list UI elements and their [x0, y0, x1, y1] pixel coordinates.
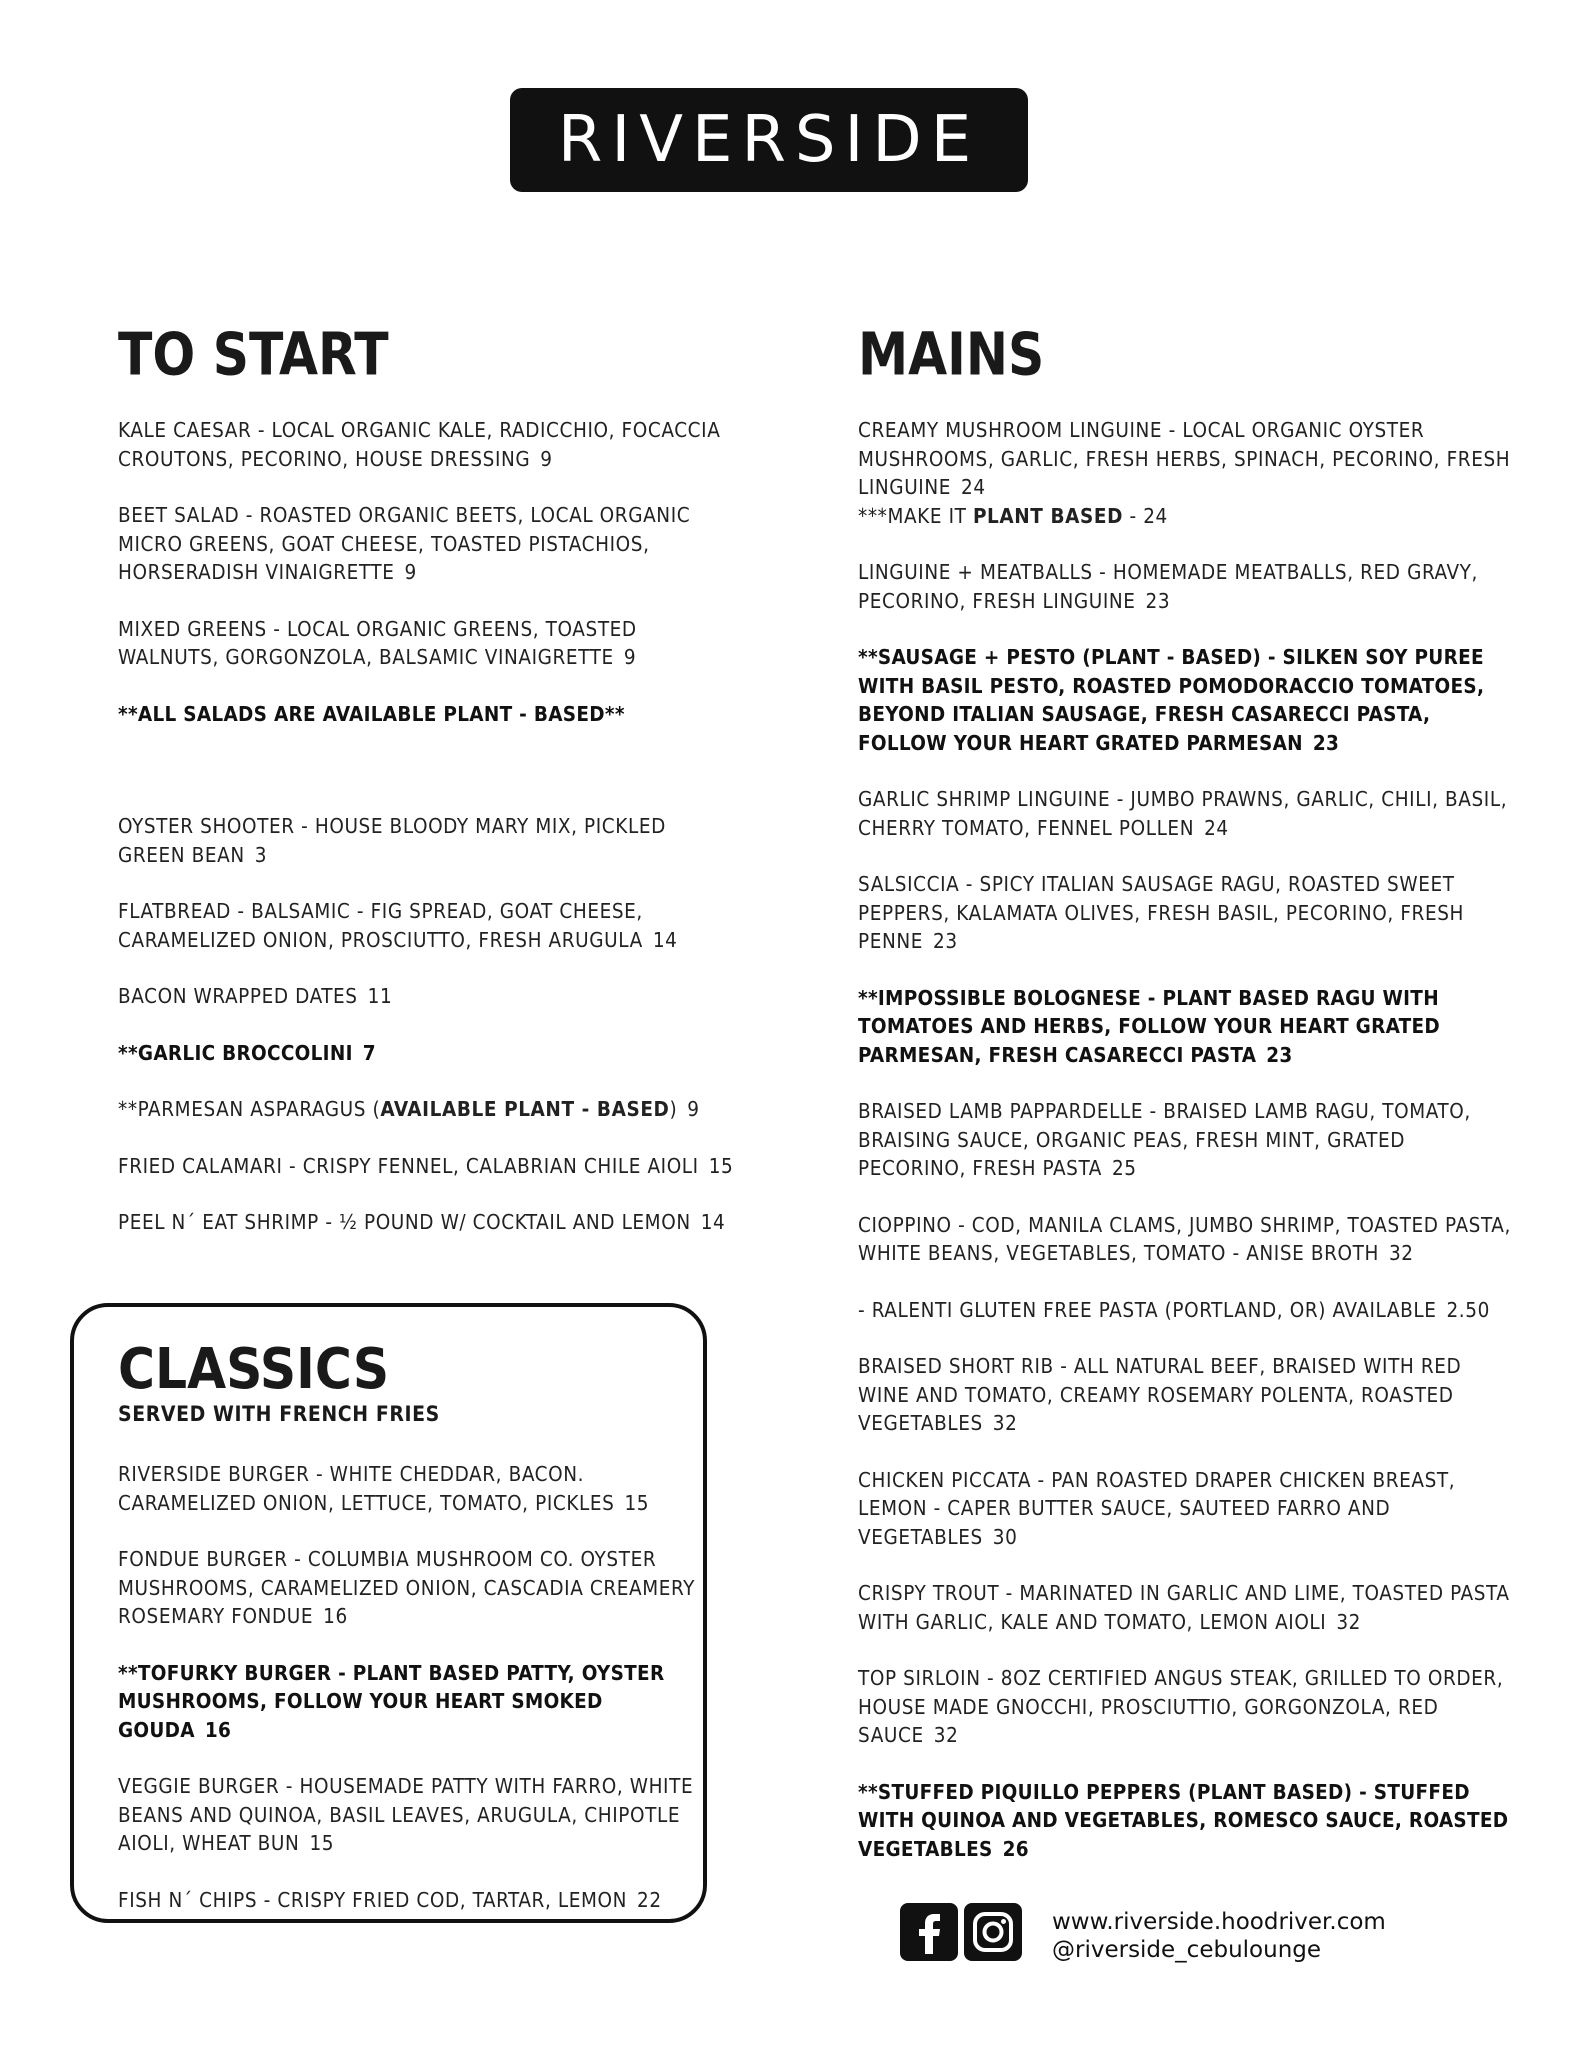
menu-item: CRISPY TROUT - MARINATED IN GARLIC AND LIME, TOASTED PASTA WITH GARLIC, KALE AND TOMATO, LEMON AIOLI 32: [858, 1581, 1510, 1634]
menu-item: **STUFFED PIQUILLO PEPPERS (PLANT BASED) - STUFFED WITH QUINOA AND VEGETABLES, ROMESCO SAUCE, ROASTED VEGETABLES 26: [858, 1779, 1509, 1861]
menu-item: VEGGIE BURGER - HOUSEMADE PATTY WITH FARRO, WHITE BEANS AND QUINOA, BASIL LEAVES, ARUGULA, CHIPOTLE AIOLI, WHEAT BUN 15: [118, 1774, 694, 1855]
menu-item: **GARLIC BROCCOLINI 7: [118, 1040, 376, 1065]
menu-item: TOP SIRLOIN - 8OZ CERTIFIED ANGUS STEAK, GRILLED TO ORDER, HOUSE MADE GNOCCHI, PROSCIUTTIO, GORGONZOLA, RED SAUCE 32: [858, 1666, 1504, 1747]
menu-item: BACON WRAPPED DATES 11: [118, 984, 393, 1008]
facebook-icon[interactable]: [900, 1903, 958, 1961]
menu-item: BRAISED SHORT RIB - ALL NATURAL BEEF, BRAISED WITH RED WINE AND TOMATO, CREAMY ROSEMARY POLENTA, ROASTED VEGETABLES 32: [858, 1354, 1462, 1435]
logo: [510, 88, 1028, 192]
instagram-icon[interactable]: [964, 1903, 1022, 1961]
menu-item: **TOFURKY BURGER - PLANT BASED PATTY, OYSTER MUSHROOMS, FOLLOW YOUR HEART SMOKED GOUDA 16: [118, 1660, 665, 1742]
classics-subtitle: SERVED WITH FRENCH FRIES: [118, 1402, 440, 1426]
classics-title: CLASSICS: [118, 1337, 390, 1402]
menu-item: FLATBREAD - BALSAMIC - FIG SPREAD, GOAT CHEESE, CARAMELIZED ONION, PROSCIUTTO, FRESH ARUGULA 14: [118, 899, 678, 952]
menu-item: **PARMESAN ASPARAGUS (AVAILABLE PLANT - BASED) 9: [118, 1097, 700, 1121]
menu-item: SALSICCIA - SPICY ITALIAN SAUSAGE RAGU, ROASTED SWEET PEPPERS, KALAMATA OLIVES, FRESH BASIL, PECORINO, FRESH PENNE 23: [858, 872, 1464, 953]
menu-item: KALE CAESAR - LOCAL ORGANIC KALE, RADICCHIO, FOCACCIA CROUTONS, PECORINO, HOUSE DRESSING 9: [118, 418, 721, 471]
menu-item: **SAUSAGE + PESTO (PLANT - BASED) - SILKEN SOY PUREE WITH BASIL PESTO, ROASTED POMODORACCIO TOMATOES, BEYOND ITALIAN SAUSAGE, FRESH CASARECCI PASTA, FOLLOW YOUR HEART GRATED PARMESAN 23: [858, 645, 1485, 755]
plant-based-note: **ALL SALADS ARE AVAILABLE PLANT - BASED**: [118, 701, 625, 726]
menu-item: **IMPOSSIBLE BOLOGNESE - PLANT BASED RAGU WITH TOMATOES AND HERBS, FOLLOW YOUR HEART GRATED PARMESAN, FRESH CASARECCI PASTA 23: [858, 985, 1440, 1067]
mains-section: [858, 322, 1518, 1891]
gluten-free-note: - RALENTI GLUTEN FREE PASTA (PORTLAND, OR) AVAILABLE 2.50: [858, 1297, 1490, 1322]
menu-item: LINGUINE + MEATBALLS - HOMEMADE MEATBALLS, RED GRAVY, PECORINO, FRESH LINGUINE 23: [858, 560, 1478, 613]
menu-item: MIXED GREENS - LOCAL ORGANIC GREENS, TOASTED WALNUTS, GORGONZOLA, BALSAMIC VINAIGRETTE 9: [118, 616, 637, 669]
contact-info: [1052, 1908, 1386, 1964]
classics-section: [118, 1337, 698, 1942]
menu-item: OYSTER SHOOTER - HOUSE BLOODY MARY MIX, PICKLED GREEN BEAN 3: [118, 814, 666, 867]
menu-item: CIOPPINO - COD, MANILA CLAMS, JUMBO SHRIMP, TOASTED PASTA, WHITE BEANS, VEGETABLES, TOMATO - ANISE BROTH 32: [858, 1212, 1511, 1265]
menu-item: RIVERSIDE BURGER - WHITE CHEDDAR, BACON. CARAMELIZED ONION, LETTUCE, TOMATO, PICKLES 15: [118, 1462, 650, 1515]
menu-item: FONDUE BURGER - COLUMBIA MUSHROOM CO. OYSTER MUSHROOMS, CARAMELIZED ONION, CASCADIA CREAMERY ROSEMARY FONDUE 16: [118, 1547, 695, 1628]
menu-item: PEEL N´ EAT SHRIMP - ½ POUND W/ COCKTAIL AND LEMON 14: [118, 1210, 726, 1234]
menu-item: FRIED CALAMARI - CRISPY FENNEL, CALABRIAN CHILE AIOLI 15: [118, 1153, 734, 1178]
social-links: [900, 1903, 1022, 1961]
menu-item: FISH N´ CHIPS - CRISPY FRIED COD, TARTAR, LEMON 22: [118, 1887, 662, 1912]
brand-name: RIVERSIDE: [557, 103, 981, 177]
mains-title: MAINS: [858, 320, 1045, 390]
menu-item: BRAISED LAMB PAPPARDELLE - BRAISED LAMB RAGU, TOMATO, BRAISING SAUCE, ORGANIC PEAS, FRESH MINT, GRATED PECORINO, FRESH PASTA 25: [858, 1099, 1471, 1180]
social-handle[interactable]: @riverside_cebulounge: [1052, 1937, 1322, 1963]
website-link[interactable]: www.riverside.hoodriver.com: [1052, 1909, 1386, 1935]
menu-item: CREAMY MUSHROOM LINGUINE - LOCAL ORGANIC OYSTER MUSHROOMS, GARLIC, FRESH HERBS, SPINACH, PECORINO, FRESH LINGUINE 24 ***MAKE IT PLANT BASED - 24: [858, 418, 1511, 528]
to-start-title: TO START: [118, 320, 389, 390]
to-start-section: [118, 322, 738, 1265]
menu-item: CHICKEN PICCATA - PAN ROASTED DRAPER CHICKEN BREAST, LEMON - CAPER BUTTER SAUCE, SAUTEED FARRO AND VEGETABLES 30: [858, 1467, 1456, 1549]
menu-item: GARLIC SHRIMP LINGUINE - JUMBO PRAWNS, GARLIC, CHILI, BASIL, CHERRY TOMATO, FENNEL POLLEN 24: [858, 787, 1508, 840]
menu-item: BEET SALAD - ROASTED ORGANIC BEETS, LOCAL ORGANIC MICRO GREENS, GOAT CHEESE, TOASTED PISTACHIOS, HORSERADISH VINAIGRETTE 9: [118, 503, 691, 584]
